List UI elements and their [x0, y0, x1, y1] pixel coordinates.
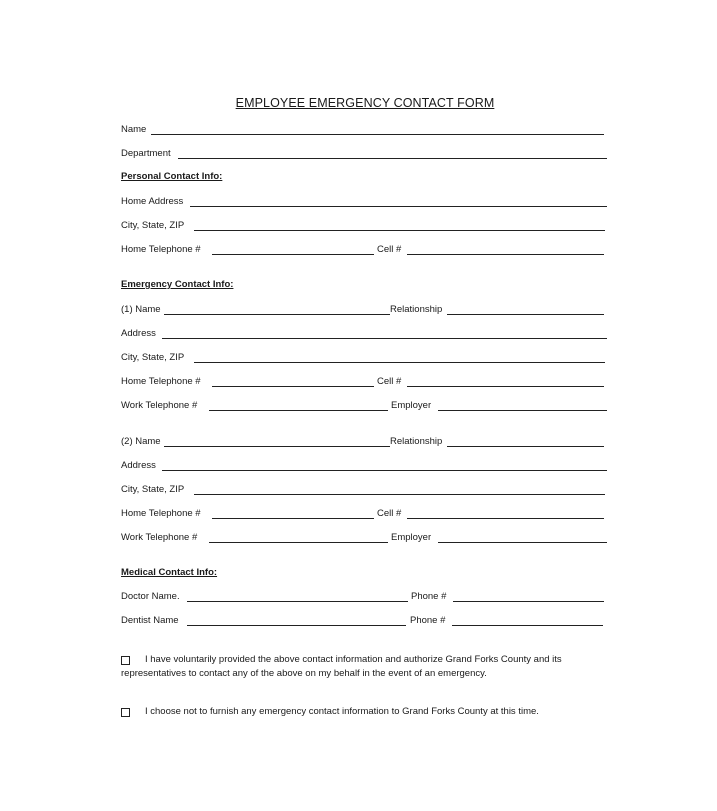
dentist-name-label: Dentist Name — [121, 615, 179, 626]
contact1-work-row — [121, 399, 607, 413]
contact2-name-row — [121, 435, 607, 449]
personal-phone-row — [121, 243, 607, 257]
contact1-address-label: Address — [121, 328, 156, 339]
medical-contact-heading: Medical Contact Info: — [121, 567, 218, 578]
contact2-city-label: City, State, ZIP — [121, 484, 185, 495]
contact2-work-row — [121, 531, 607, 545]
contact1-city-row — [121, 351, 607, 365]
personal-city-field[interactable] — [194, 230, 605, 231]
contact2-cell-field[interactable] — [407, 518, 604, 519]
doctor-phone-label: Phone # — [411, 591, 447, 602]
contact1-work-tel-label: Work Telephone # — [121, 400, 198, 411]
contact2-home-tel-label: Home Telephone # — [121, 508, 201, 519]
doctor-name-field[interactable] — [187, 601, 408, 602]
contact2-work-tel-field[interactable] — [209, 542, 388, 543]
department-field[interactable] — [178, 158, 607, 159]
emergency-contact-heading: Emergency Contact Info: — [121, 279, 234, 290]
personal-contact-heading: Personal Contact Info: — [121, 171, 223, 182]
personal-home-tel-field[interactable] — [212, 254, 374, 255]
personal-cell-field[interactable] — [407, 254, 604, 255]
contact2-name-field[interactable] — [164, 446, 390, 447]
doctor-row — [121, 590, 607, 604]
personal-cell-label: Cell # — [377, 244, 402, 255]
dentist-row — [121, 614, 607, 628]
name-row — [121, 123, 607, 137]
contact1-city-label: City, State, ZIP — [121, 352, 185, 363]
contact2-home-tel-field[interactable] — [212, 518, 374, 519]
contact1-name-label: (1) Name — [121, 304, 161, 315]
contact2-address-label: Address — [121, 460, 156, 471]
contact2-relationship-label: Relationship — [390, 436, 443, 447]
contact1-work-tel-field[interactable] — [209, 410, 388, 411]
contact2-employer-field[interactable] — [438, 542, 607, 543]
name-field[interactable] — [151, 134, 604, 135]
contact2-city-field[interactable] — [194, 494, 605, 495]
department-row — [121, 147, 607, 161]
contact1-city-field[interactable] — [194, 362, 605, 363]
contact1-address-row — [121, 327, 607, 341]
dentist-phone-field[interactable] — [452, 625, 603, 626]
contact1-name-row — [121, 303, 607, 317]
contact1-relationship-field[interactable] — [447, 314, 604, 315]
name-label: Name — [121, 124, 147, 135]
contact2-cell-label: Cell # — [377, 508, 402, 519]
home-address-row — [121, 195, 607, 209]
decline-text: I choose not to furnish any emergency contact information to Grand Forks County at this time. — [145, 706, 539, 717]
personal-city-row — [121, 219, 607, 233]
contact1-employer-field[interactable] — [438, 410, 607, 411]
home-address-label: Home Address — [121, 196, 184, 207]
home-address-field[interactable] — [190, 206, 607, 207]
authorize-statement — [121, 653, 607, 681]
contact2-employer-label: Employer — [391, 532, 432, 543]
department-label: Department — [121, 148, 171, 159]
contact1-address-field[interactable] — [162, 338, 607, 339]
contact1-phone-row — [121, 375, 607, 389]
personal-home-tel-label: Home Telephone # — [121, 244, 201, 255]
contact1-relationship-label: Relationship — [390, 304, 443, 315]
form-title: EMPLOYEE EMERGENCY CONTACT FORM — [235, 96, 495, 110]
authorize-text-line2: representatives to contact any of the above on my behalf in the event of an emergency. — [121, 668, 487, 679]
contact1-employer-label: Employer — [391, 400, 432, 411]
decline-statement — [121, 705, 607, 719]
contact2-work-tel-label: Work Telephone # — [121, 532, 198, 543]
doctor-phone-field[interactable] — [453, 601, 604, 602]
contact2-relationship-field[interactable] — [447, 446, 604, 447]
dentist-phone-label: Phone # — [410, 615, 446, 626]
contact1-cell-field[interactable] — [407, 386, 604, 387]
contact2-address-row — [121, 459, 607, 473]
contact1-name-field[interactable] — [164, 314, 390, 315]
contact2-phone-row — [121, 507, 607, 521]
contact2-name-label: (2) Name — [121, 436, 161, 447]
personal-city-label: City, State, ZIP — [121, 220, 185, 231]
contact1-home-tel-field[interactable] — [212, 386, 374, 387]
contact1-cell-label: Cell # — [377, 376, 402, 387]
dentist-name-field[interactable] — [187, 625, 406, 626]
doctor-name-label: Doctor Name. — [121, 591, 180, 602]
contact2-city-row — [121, 483, 607, 497]
contact1-home-tel-label: Home Telephone # — [121, 376, 201, 387]
contact2-address-field[interactable] — [162, 470, 607, 471]
authorize-text-line1: I have voluntarily provided the above contact information and authorize Grand Forks County and its — [145, 654, 562, 665]
